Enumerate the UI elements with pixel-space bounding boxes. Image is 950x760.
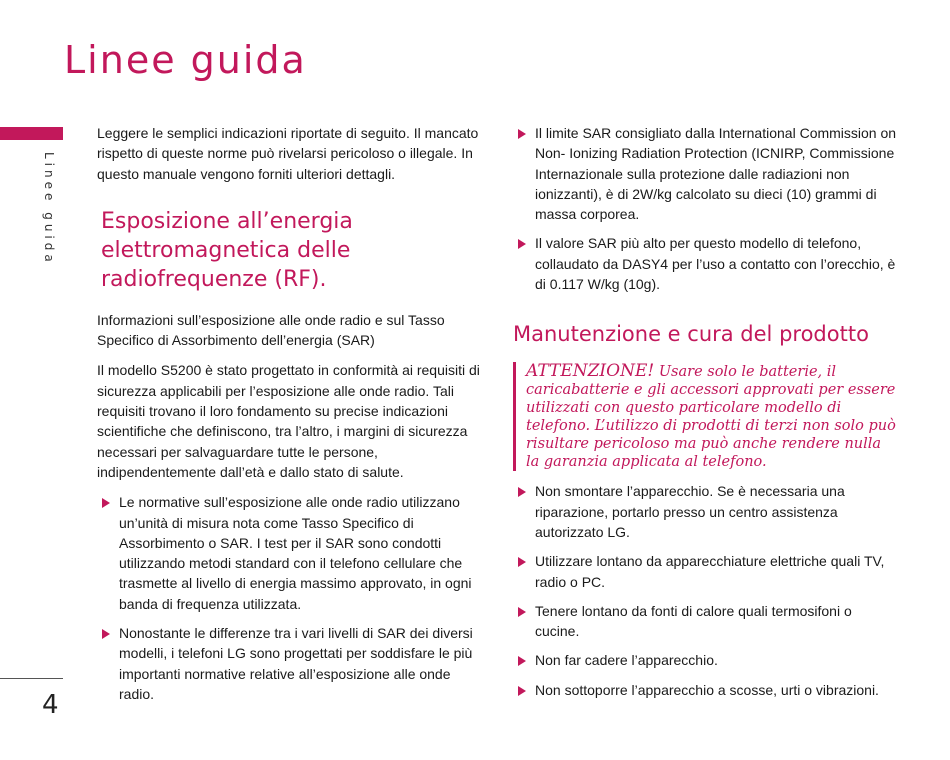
body-paragraph: Informazioni sull’esposizione alle onde radio e sul Tasso Specifico di Assorbimento dell’energia (SAR): [97, 311, 445, 349]
triangle-bullet-icon: [518, 129, 526, 139]
triangle-bullet-icon: [518, 607, 526, 617]
triangle-bullet-icon: [518, 557, 526, 567]
bullet-list: [513, 123, 898, 294]
page-number: 4: [42, 690, 59, 720]
footer-divider: [0, 678, 63, 679]
warning-text: Usare solo le batterie, il caricabatterie e gli accessori approvati per essere utilizzati con questo particolare modello di telefono. L’utilizzo di prodotti di terzi non solo può risultare pericoloso ma può anche rendere nulla la garanzia applicata al telefono.: [526, 364, 896, 471]
list-item: [513, 481, 898, 542]
triangle-bullet-icon: [518, 239, 526, 249]
triangle-bullet-icon: [102, 498, 110, 508]
list-item: [513, 233, 898, 294]
right-column: [513, 123, 898, 709]
triangle-bullet-icon: [518, 686, 526, 696]
list-item-text: Il valore SAR più alto per questo modello di telefono, collaudato da DASY4 per l’uso a contatto con l’orecchio, è di 0.117 W/kg (10g).: [535, 235, 896, 293]
list-item: [513, 650, 898, 670]
left-column: [97, 123, 482, 713]
list-item: [513, 680, 898, 700]
list-item-text: Non far cadere l’apparecchio.: [535, 652, 718, 669]
warning-title: ATTENZIONE!: [526, 361, 655, 382]
list-item-text: Tenere lontano da fonti di calore quali termosifoni o cucine.: [535, 602, 852, 640]
list-item-text: Non sottoporre l’apparecchio a scosse, urti o vibrazioni.: [535, 681, 879, 698]
triangle-bullet-icon: [518, 487, 526, 497]
sidebar-section-label: Linee guida: [42, 152, 56, 266]
list-item-text: Nonostante le differenze tra i vari livelli di SAR dei diversi modelli, i telefoni LG sono progettati per soddisfare le più importanti normative relative all’esposizione alle onde radio.: [119, 625, 473, 702]
rf-section-heading: Esposizione all’energia elettromagnetica delle radiofrequenze (RF).: [101, 208, 353, 292]
list-item-text: Utilizzare lontano da apparecchiature elettriche quali TV, radio o PC.: [535, 553, 885, 590]
body-paragraph: Il modello S5200 è stato progettato in conformità ai requisiti di sicurezza applicabili per l’esposizione alle onde radio. Tali requisiti trovano il loro fondamento su precise indicazioni scientifiche che definiscono, tra l’altro, i margini di sicurezza necessari per salvaguardare tutte le persone, indipendentemente dall’età e dallo stato di salute.: [97, 362, 480, 480]
bullet-list: [97, 492, 482, 704]
triangle-bullet-icon: [102, 629, 110, 639]
list-item: [513, 551, 898, 592]
section-tab-bar: [0, 127, 63, 140]
list-item-text: Le normative sull’esposizione alle onde radio utilizzano un’unità di misura nota come Tasso Specifico di Assorbimento o SAR. I test per il SAR sono condotti utilizzando metodi standard con il telefono cellulare che trasmette al livello di energia massimo approvato, in ogni banda di frequenza utilizzata.: [119, 494, 472, 612]
triangle-bullet-icon: [518, 656, 526, 666]
care-section-heading: Manutenzione e cura del prodotto: [513, 322, 869, 347]
list-item: [97, 623, 482, 704]
bullet-list: [513, 481, 898, 700]
intro-paragraph: Leggere le semplici indicazioni riportate di seguito. Il mancato rispetto di queste norme può rivelarsi pericoloso o illegale. In questo manuale vengono forniti ulteriori dettagli.: [97, 125, 479, 182]
list-item-text: Non smontare l’apparecchio. Se è necessaria una riparazione, portarlo presso un centro assistenza autorizzato LG.: [535, 483, 845, 540]
list-item: [513, 601, 898, 642]
warning-box: [513, 362, 898, 471]
list-item-text: Il limite SAR consigliato dalla International Commission on Non- Ionizing Radiation Protection (ICNIRP, Commissione Internazionale sulla protezione dalle radiazioni non ionizzanti), è di 2W/kg calcolato su dieci (10) grammi di massa corporea.: [535, 125, 897, 223]
list-item: [513, 123, 898, 224]
list-item: [97, 492, 482, 614]
page-title: Linee guida: [64, 38, 307, 82]
